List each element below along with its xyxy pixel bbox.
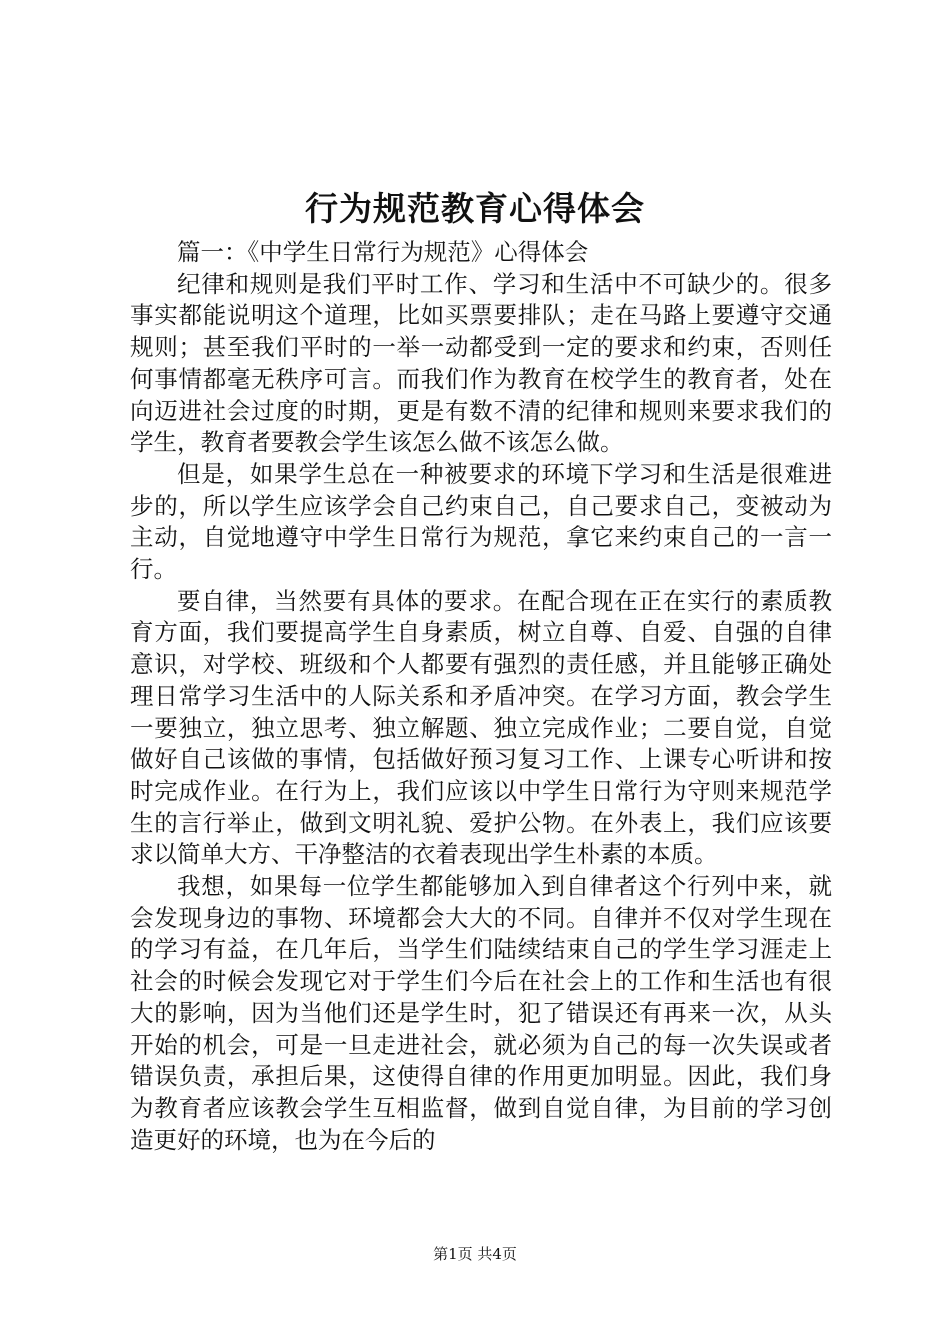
- paragraph: 要自律，当然要有具体的要求。在配合现在正在实行的素质教育方面，我们要提高学生自身素质，树立自尊、自爱、自强的自律意识，对学校、班级和个人都要有强烈的责任感，并且能够正确处理日常学习生活中的人际关系和矛盾冲突。在学习方面，教会学生一要独立，独立思考、独立解题、独立完成作业；二要自觉，自觉做好自己该做的事情，包括做好预习复习工作、上课专心听讲和按时完成作业。在行为上，我们应该以中学生日常行为守则来规范学生的言行举止，做到文明礼貌、爱护公物。在外表上，我们应该要求以简单大方、干净整洁的衣着表现出学生朴素的本质。: [130, 586, 832, 869]
- paragraph: 我想，如果每一位学生都能够加入到自律者这个行列中来，就会发现身边的事物、环境都会大大的不同。自律并不仅对学生现在的学习有益，在几年后，当学生们陆续结束自己的学生学习涯走上社会的时候会发现它对于学生们今后在社会上的工作和生活也有很大的影响，因为当他们还是学生时，犯了错误还有再来一次，从头开始的机会，可是一旦走进社会，就必须为自己的每一次失误或者错误负责，承担后果，这使得自律的作用更加明显。因此，我们身为教育者应该教会学生互相监督，做到自觉自律，为目前的学习创造更好的环境，也为在今后的: [130, 872, 832, 1154]
- document-title: 行为规范教育心得体会: [305, 189, 645, 228]
- paragraph: 纪律和规则是我们平时工作、学习和生活中不可缺少的。很多事实都能说明这个道理，比如买票要排队；走在马路上要遵守交通规则；甚至我们平时的一举一动都受到一定的要求和约束，否则任何事情都毫无秩序可言。而我们作为教育在校学生的教育者，处在向迈进社会过度的时期，更是有数不清的纪律和规则来要求我们的学生，教育者要教会学生该怎么做不该怎么做。: [130, 269, 832, 457]
- page-number-footer: 第1页 共4页: [433, 1245, 517, 1263]
- paragraph: 但是，如果学生总在一种被要求的环境下学习和生活是很难进步的，所以学生应该学会自己约束自己，自己要求自己，变被动为主动，自觉地遵守中学生日常行为规范，拿它来约束自己的一言一行。: [130, 459, 832, 584]
- paragraph-heading: 篇一：《中学生日常行为规范》心得体会: [177, 238, 589, 266]
- document-body: [130, 237, 832, 1156]
